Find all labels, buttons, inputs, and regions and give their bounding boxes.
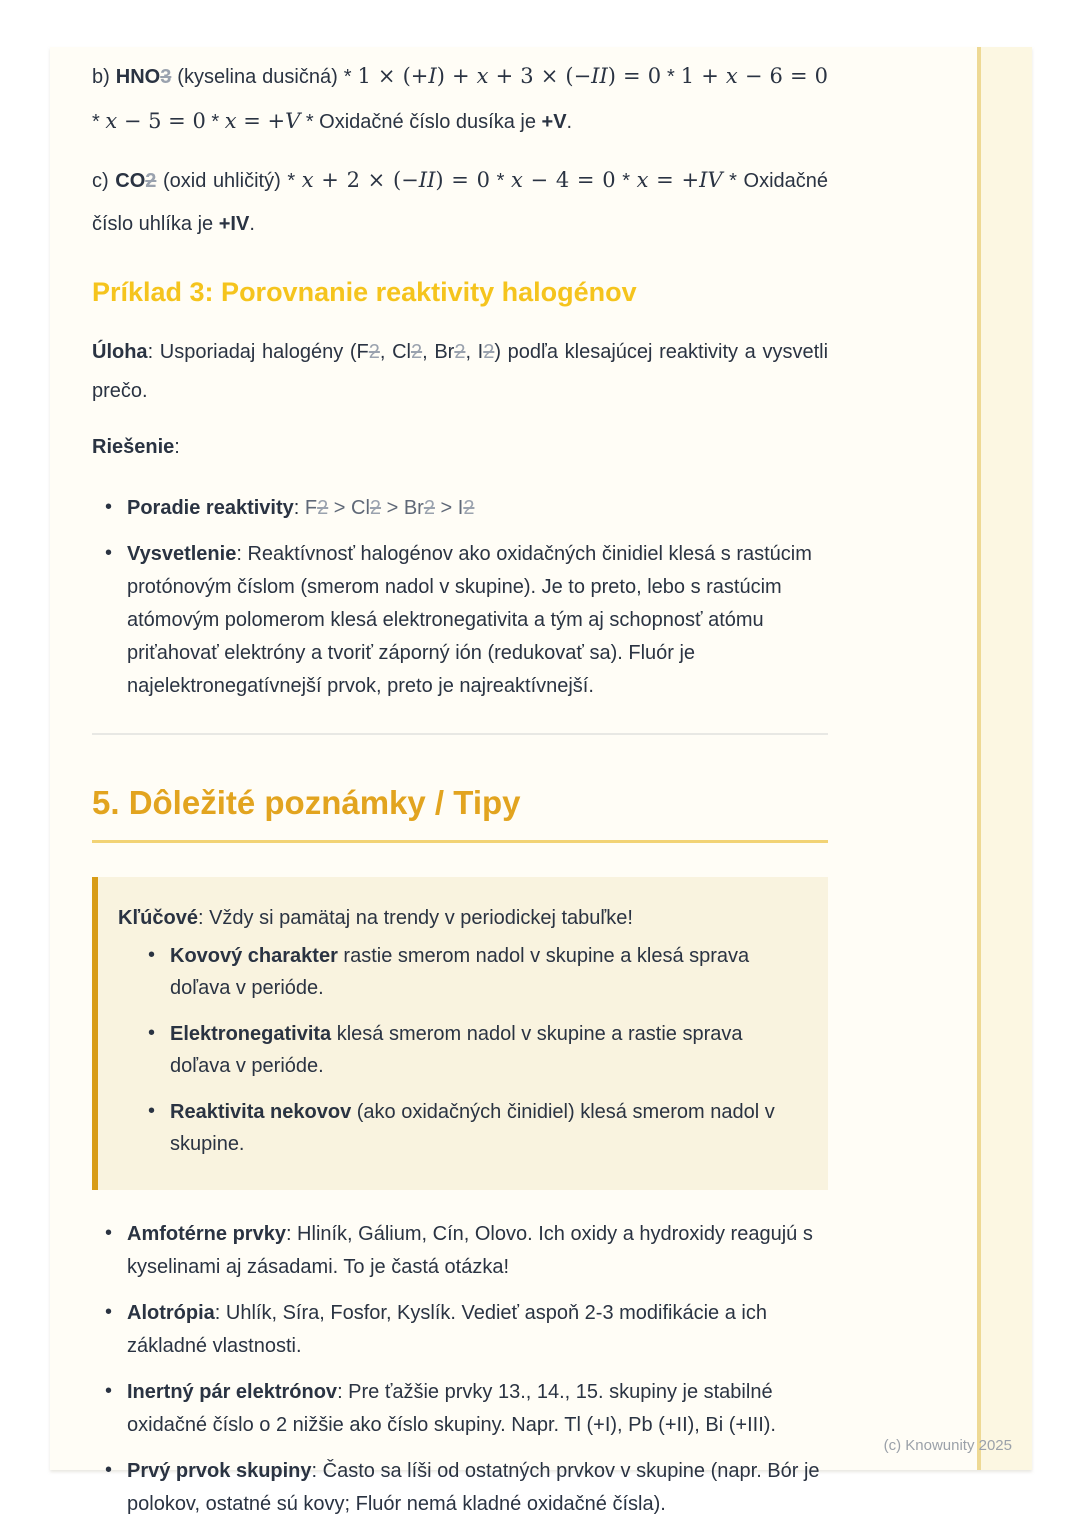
text-segment: IV [699, 168, 723, 193]
text-segment: , Cl [379, 340, 411, 363]
bullet-item [105, 1455, 828, 1521]
text-segment: 2 [368, 340, 380, 363]
text-segment: : [174, 435, 180, 458]
text-segment: > [328, 496, 352, 519]
text-segment: : Reaktívnosť halogénov ako oxidačných činidiel klesá s rastúcim protónovým číslom (smerom nadol v skupine). Je to preto, lebo s rastúcim atómovým polomerom klesá elektronegativita a tým aj schopnosť atómu priťahovať elektróny a tvoriť záporný ión (redukovať sa). Fluór je najelektronegatívnejší prvok, preto je najreaktívnejší. [127, 542, 812, 697]
text-segment: Kovový charakter [170, 945, 338, 968]
bullet-item [105, 1218, 828, 1284]
heading-poznamky: 5. Dôležité poznámky / Tipy [92, 783, 521, 821]
paragraph-riesenie [92, 431, 828, 464]
heading-priklad-3: Príklad 3: Porovnanie reaktivity halogénov [92, 277, 637, 308]
text-segment: Kľúčové [118, 907, 198, 930]
text-segment: − 4 = 0 [522, 168, 616, 193]
text-segment: I [457, 496, 464, 519]
text-segment: x [105, 109, 118, 134]
paragraph-uloha [92, 333, 828, 411]
text-segment: I [428, 64, 437, 88]
text-segment: Vysvetlenie [127, 542, 237, 565]
callout-list [118, 940, 798, 1160]
text-segment: rastie smerom nadol v skupine a klesá sprava doľava v perióde. [170, 945, 750, 1000]
text-segment: , I [465, 340, 484, 363]
text-segment: +IV [218, 213, 250, 236]
text-segment: x [636, 168, 649, 193]
text-segment: Cl [351, 496, 370, 519]
text-segment: Alotrópia [127, 1302, 215, 1325]
text-segment: 2 [145, 170, 157, 193]
text-segment: * [615, 170, 637, 193]
key-callout [92, 877, 828, 1190]
text-segment: + 3 × (− [488, 64, 592, 88]
text-segment: * Oxidačné číslo dusíka je [300, 111, 542, 134]
text-segment: * [489, 170, 511, 193]
text-segment: : Často sa líši od ostatných prvkov v skupine (napr. Bór je polokov, ostatné sú kovy; Fluór nemá kladné oxidačné čísla). [127, 1460, 820, 1516]
text-segment: : Vždy si pamätaj na trendy v periodickej tabuľke! [197, 907, 633, 930]
text-segment: V [285, 109, 301, 134]
text-segment: 2 [317, 496, 329, 519]
tips-list [92, 1218, 828, 1521]
text-segment: 3 [160, 66, 172, 88]
text-segment: 2 [369, 496, 382, 519]
text-segment: Reaktivita nekovov [170, 1101, 352, 1124]
bullet-item [148, 1096, 798, 1160]
text-segment: 2 [454, 340, 466, 363]
text-segment: ) = 0 [607, 64, 662, 88]
paragraph-co2 [92, 158, 828, 246]
bullet-item [148, 1018, 798, 1082]
text-segment: Riešenie [92, 435, 175, 458]
text-segment: = + [648, 168, 700, 193]
text-segment: : Uhlík, Síra, Fosfor, Kyslík. Vedieť aspoň 2-3 modifikácie a ich základné vlastnosti. [127, 1302, 767, 1358]
text-segment: x [224, 109, 237, 134]
text-segment: ) podľa klesajúcej reaktivity a vysvetli prečo. [92, 340, 829, 402]
text-segment: (kyselina dusičná) * [171, 66, 358, 88]
text-segment: * [661, 66, 681, 88]
text-segment: : Hliník, Gálium, Cín, Olovo. Ich oxidy a hydroxidy reagujú s kyselinami aj zásadami. To je častá otázka! [127, 1223, 813, 1279]
riesenie-list [92, 492, 828, 703]
text-segment: klesá smerom nadol v skupine a rastie sprava doľava v perióde. [170, 1023, 743, 1078]
text-segment: HNO [115, 66, 161, 88]
text-segment: 2 [423, 496, 435, 519]
document-sheet [50, 47, 1032, 1516]
text-segment: ) + [436, 64, 477, 88]
heading-underline [92, 840, 828, 843]
text-segment: c) [92, 170, 116, 193]
text-segment: * [205, 111, 225, 134]
text-segment: x [725, 64, 738, 88]
text-segment: − 6 = 0 [737, 64, 829, 88]
text-segment: 2 [410, 340, 423, 363]
text-segment: 2 [463, 496, 475, 519]
text-segment: * Oxidačné číslo uhlíka je [92, 170, 829, 236]
bullet-item [105, 538, 828, 703]
text-segment: > [434, 496, 458, 519]
text-segment: , Br [422, 340, 455, 363]
bullet-item [148, 940, 798, 1004]
text-segment: ) = 0 [435, 168, 490, 193]
text-segment: Inertný pár elektrónov [127, 1381, 338, 1404]
text-segment: +V [541, 111, 567, 134]
text-segment: : [293, 496, 305, 519]
text-segment: − 5 = 0 [117, 109, 206, 134]
text-segment: II [418, 168, 436, 193]
bullet-item [105, 1297, 828, 1363]
text-segment: : Usporiadaj halogény (F [147, 340, 369, 363]
text-segment: Elektronegativita [170, 1023, 332, 1046]
bullet-item [105, 492, 828, 525]
section-divider [92, 733, 828, 735]
text-segment: (oxid uhličitý) * [156, 170, 302, 193]
text-segment: 1 × (+ [357, 64, 429, 88]
text-segment: * [92, 111, 106, 134]
text-segment: Poradie reaktivity [127, 496, 294, 519]
bullet-item [105, 1376, 828, 1442]
text-segment: Amfotérne prvky [127, 1223, 286, 1246]
text-segment: . [566, 111, 573, 134]
text-segment: b) [92, 66, 116, 88]
text-segment: : Pre ťažšie prvky 13., 14., 15. skupiny je stabilné oxidačné číslo o 2 nižšie ako číslo skupiny. Napr. Tl (+I), Pb (+II), Bi (+III). [127, 1381, 776, 1437]
text-segment: Úloha [92, 340, 148, 363]
text-segment: 2 [483, 340, 495, 363]
text-segment: x [510, 168, 523, 193]
text-segment: Br [403, 496, 424, 519]
text-segment: CO [115, 170, 146, 193]
text-segment: + 2 × (− [313, 168, 419, 193]
text-segment: 1 + [680, 64, 726, 88]
text-segment: > [381, 496, 404, 519]
text-segment: x [476, 64, 489, 88]
copyright-footer: (c) Knowunity 2025 [883, 1437, 1012, 1454]
right-accent-line [977, 47, 981, 1470]
text-segment: Prvý prvok skupiny [127, 1460, 312, 1483]
callout-lead [118, 902, 798, 934]
paragraph-hno3 [92, 54, 828, 144]
text-segment: II [591, 64, 608, 88]
text-segment: . [249, 213, 255, 236]
text-segment: x [301, 168, 314, 193]
right-accent-stripe [981, 47, 1032, 1470]
text-segment: = + [236, 109, 286, 134]
text-segment: (ako oxidačných činidiel) klesá smerom nadol v skupine. [170, 1101, 775, 1156]
document-content [92, 47, 828, 1528]
text-segment: F [304, 496, 318, 519]
